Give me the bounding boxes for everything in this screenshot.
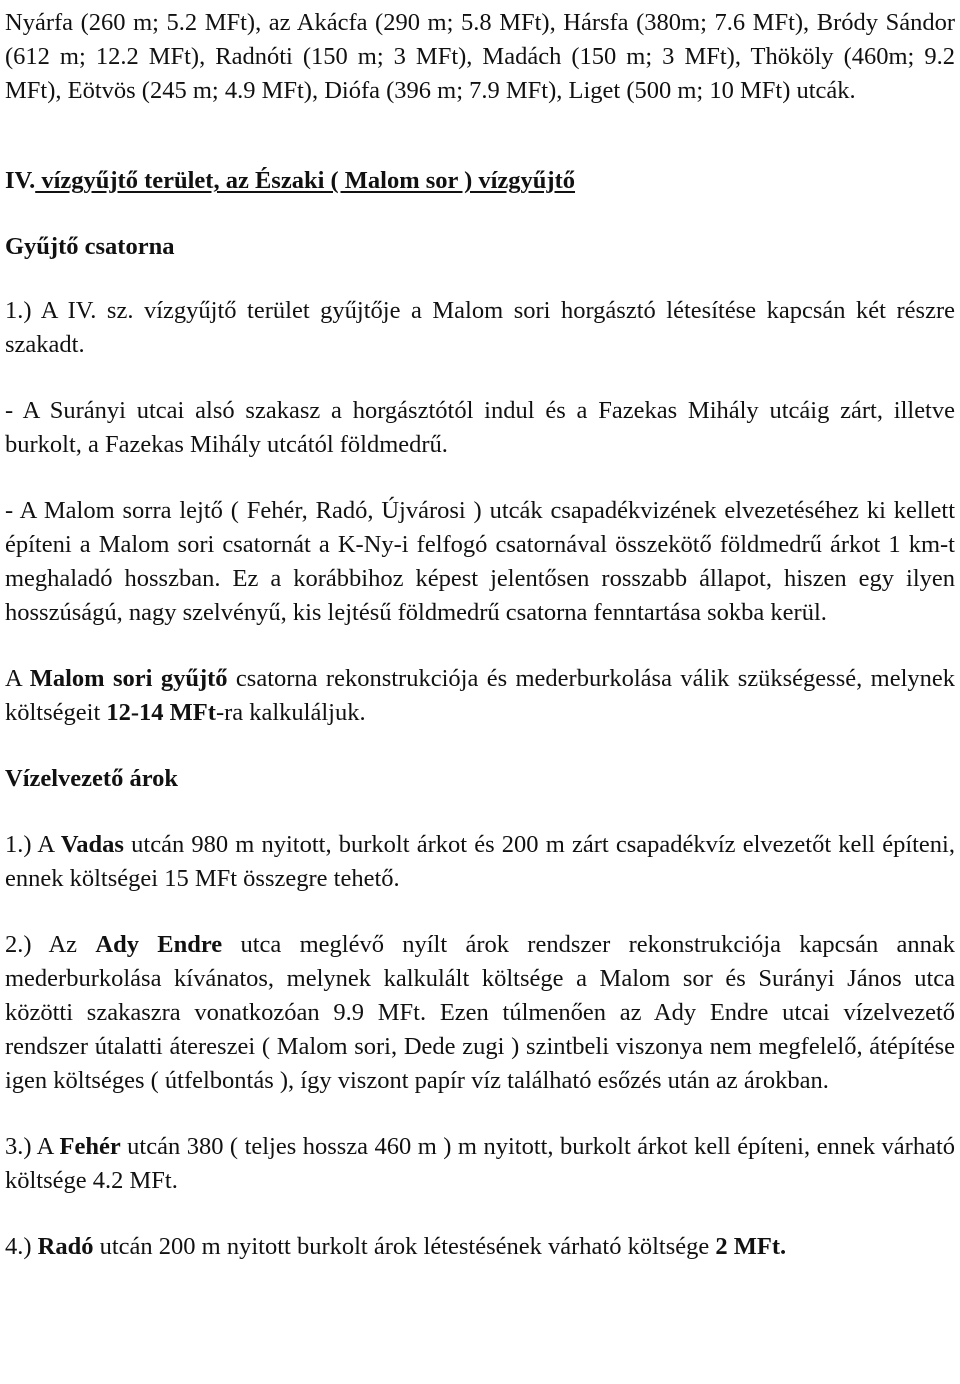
item-3-street: Fehér bbox=[59, 1133, 121, 1160]
item-1-text: utcán 980 m nyitott, burkolt árkot és 200 m zárt csapadékvíz elvezetőt kell építeni, ennek költségei 15 MFt összegre tehető. bbox=[5, 831, 955, 892]
item-4-text: utcán 200 m nyitott burkolt árok létestésének várható költsége bbox=[93, 1233, 716, 1260]
section-iv-title: vízgyűjtő terület, az Északi ( Malom sor ) vízgyűjtő bbox=[35, 167, 576, 194]
intro-paragraph: Nyárfa (260 m; 5.2 MFt), az Akácfa (290 m; 5.8 MFt), Hársfa (380m; 7.6 MFt), Bródy Sándor (612 m; 12.2 MFt), Radnóti (150 m; 3 MFt), Madách (150 m; 3 MFt), Thököly (460m; 9.2 MFt), Eötvös (245 m; 4.9 MFt), Diófa (396 m; 7.9 MFt), Liget (500 m; 10 MFt) utcák. bbox=[5, 9, 955, 104]
vizelvezeto-item-4 bbox=[5, 1230, 955, 1264]
section-iv-heading bbox=[5, 164, 955, 198]
vizelvezeto-heading: Vízelvezető árok bbox=[5, 765, 179, 792]
item-4-street: Radó bbox=[37, 1233, 94, 1260]
vizelvezeto-item-3 bbox=[5, 1130, 955, 1198]
section-iv-reconstruction bbox=[5, 662, 955, 730]
item-3-text: utcán 380 ( teljes hossza 460 m ) m nyitott, burkolt árkot kell építeni, ennek várható költsége 4.2 MFt. bbox=[5, 1133, 956, 1194]
section-iv-subheading: Gyűjtő csatorna bbox=[5, 233, 175, 260]
section-iv-dash-1: - A Surányi utcai alsó szakasz a horgásztótól indul és a Fazekas Mihály utcáig zárt, illetve burkolt, a Fazekas Mihály utcától földmedrű. bbox=[5, 397, 955, 458]
section-iv-number: IV. bbox=[5, 167, 36, 194]
reco-cost: 12-14 MFt bbox=[106, 699, 216, 726]
item-2-text: utca meglévő nyílt árok rendszer rekonstrukciója kapcsán annak mederburkolása kívánatos, melynek kalkulált költsége a Malom sor és Surányi János utca közötti szakaszra vonatkozóan 9.9 MFt. Ezen túlmenően az Ady Endre utcai vízelvezető rendszer útalatti átereszei ( Malom sori, Dede zugi ) szintbeli viszonya nem megfelelő, átépítése igen költséges ( útfelbontás ), így viszont papír víz található esőzés után az árokban. bbox=[5, 931, 956, 1094]
item-4-prefix: 4.) bbox=[5, 1233, 38, 1260]
item-4-cost: 2 MFt. bbox=[715, 1233, 787, 1260]
section-iv-dash-2: - A Malom sorra lejtő ( Fehér, Radó, Újvárosi ) utcák csapadékvizének elvezetéséhez ki kellett építeni a Malom sori csatornát a K-Ny-i felfogó csatornával összekötő földmedrű árkot 1 km-t meghaladó hosszban. Ez a korábbihoz képest jelentősen rosszabb állapot, hiszen egy ilyen hosszúságú, nagy szelvényű, kis lejtésű földmedrű csatorna fenntartása sokba kerül. bbox=[5, 497, 955, 626]
item-1-street: Vadas bbox=[60, 831, 124, 858]
reco-prefix: A bbox=[5, 665, 30, 692]
item-2-prefix: 2.) Az bbox=[5, 931, 96, 958]
reco-name: Malom sori gyűjtő bbox=[29, 665, 228, 692]
vizelvezeto-item-2 bbox=[5, 928, 955, 1098]
item-1-prefix: 1.) A bbox=[5, 831, 61, 858]
reco-mid: csatorna rekonstrukciója és mederburkolása válik szükségessé, melynek költségeit bbox=[5, 665, 955, 726]
vizelvezeto-item-1 bbox=[5, 828, 955, 896]
item-3-prefix: 3.) A bbox=[5, 1133, 60, 1160]
item-2-street: Ady Endre bbox=[95, 931, 223, 958]
reco-end: -ra kalkuláljuk. bbox=[215, 699, 366, 726]
section-iv-item-1: 1.) A IV. sz. vízgyűjtő terület gyűjtője a Malom sori horgásztó létesítése kapcsán két részre szakadt. bbox=[5, 297, 955, 358]
document-page bbox=[5, 0, 955, 1264]
